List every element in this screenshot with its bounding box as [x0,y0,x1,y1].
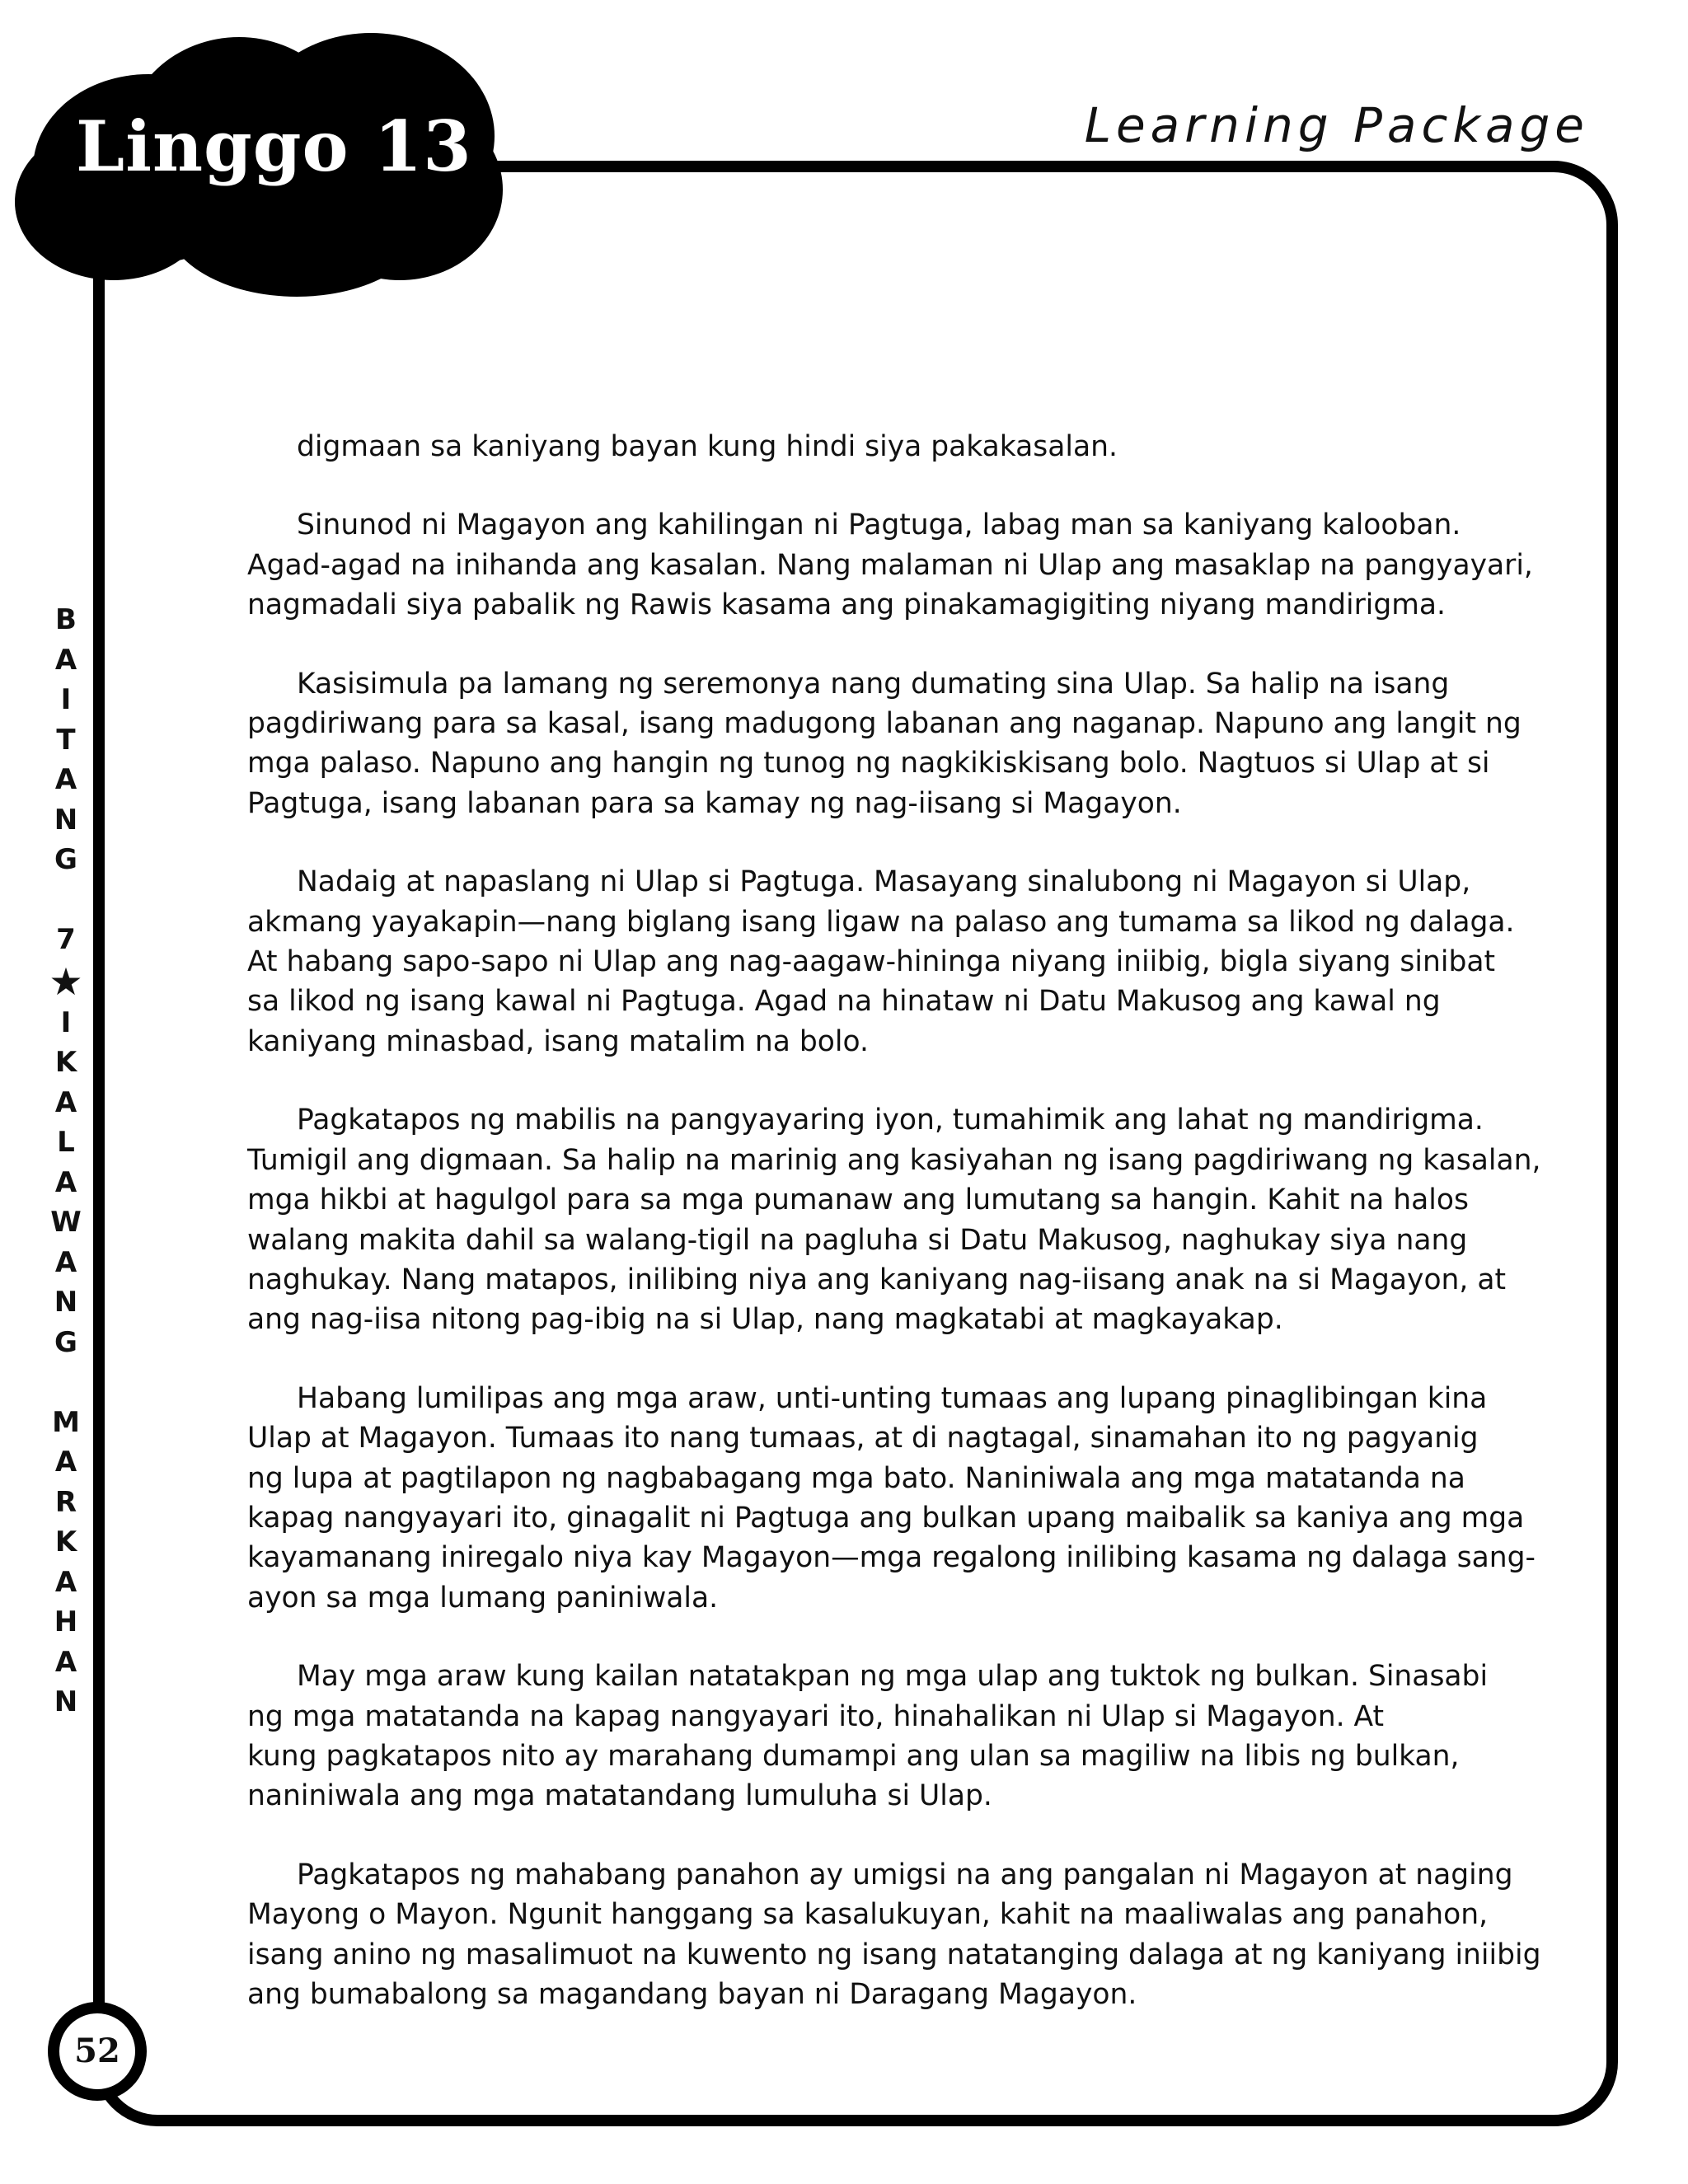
side-grade-letter: T [56,723,76,757]
text-line: Nadaig at napaslang ni Ulap si Pagtuga. Masayang sinalubong ni Magayon si Ulap, [297,865,1471,899]
paragraph [247,1657,1489,1816]
paragraph [247,1100,1541,1339]
side-quarter-letter: K [54,1046,77,1079]
text-line: isang anino ng masalimuot na kuwento ng isang natatanging dalaga at ng kaniyang iniibig [247,1938,1541,1971]
side-quarter-letter: A [54,1645,77,1679]
text-line: naghukay. Nang matapos, inilibing niya ang kaniyang nag-iisang anak na si Magayon, at [247,1263,1507,1296]
text-line: kapag nangyayari ito, ginagalit ni Pagtuga ang bulkan upang maibalik sa kaniya ang mga [247,1501,1525,1535]
side-grade-letter: G [54,843,77,876]
paragraph [247,1855,1541,2015]
paragraph [247,862,1515,1062]
side-quarter-letter: G [54,1325,77,1359]
text-line: pagdiriwang para sa kasal, isang madugong labanan ang naganap. Napuno ang langit ng [247,707,1522,741]
side-grade-letter: I [60,683,72,716]
side-grade-letter: A [54,643,77,677]
story-text [247,427,1541,2053]
text-line: walang makita dahil sa walang-tigil na pagluha si Datu Makusog, naghukay siya nang [247,1223,1468,1257]
text-line: ng mga matatanda na kapag nangyayari ito, hinahalikan ni Ulap si Magayon. At [247,1699,1385,1733]
week-cloud-badge [0,0,544,313]
text-line: sa likod ng isang kawal ni Pagtuga. Agad na hinataw ni Datu Makusog ang kawal ng [247,985,1441,1019]
text-line: nagmadali siya pabalik ng Rawis kasama ang pinakamagigiting niyang mandirigma. [247,588,1446,622]
text-line: digmaan sa kaniyang bayan kung hindi siya pakakasalan. [297,430,1118,463]
side-quarter-letter: A [54,1165,77,1199]
paragraph [247,664,1522,824]
text-line: kung pagkatapos nito ay marahang dumampi ang ulan sa magiliw na libis ng bulkan, [247,1739,1460,1773]
text-line: Agad-agad na inihanda ang kasalan. Nang malaman ni Ulap ang masaklap na pangyayari, [247,548,1533,582]
text-line: kaniyang minasbad, isang matalim na bolo. [247,1024,869,1058]
text-line: mga hikbi at hagulgol para sa mga pumanaw ang lumutang sa hangin. Kahit na halos [247,1183,1469,1217]
text-line: Kasisimula pa lamang ng seremonya nang dumating sina Ulap. Sa halip na isang [297,667,1450,701]
paragraph [247,1379,1536,1618]
side-quarter-letter: I [60,1005,72,1039]
side-quarter-letter: H [54,1605,78,1638]
side-quarter-letter: M [52,1405,80,1439]
text-line: Ulap at Magayon. Tumaas ito nang tumaas, at di nagtagal, sinamahan ito ng pagyanig [247,1422,1479,1455]
text-line: Mayong o Mayon. Ngunit hanggang sa kasalukuyan, kahit na maaliwalas ang panahon, [247,1898,1489,1932]
page-number: 52 [48,2002,147,2101]
text-line: Pagtuga, isang labanan para sa kamay ng nag-iisang si Magayon. [247,786,1182,820]
text-line: Pagkatapos ng mahabang panahon ay umigsi na ang pangalan ni Magayon at naging [297,1858,1513,1891]
side-quarter-letter: R [54,1485,77,1519]
text-line: naniniwala ang mga matatandang lumuluha si Ulap. [247,1779,992,1813]
side-spacer [46,1362,86,1403]
text-line: May mga araw kung kailan natatakpan ng mga ulap ang tuktok ng bulkan. Sinasabi [297,1660,1489,1694]
text-line: ayon sa mga lumang paniniwala. [247,1581,719,1615]
paragraph [247,427,1451,466]
star-icon: ★ [49,958,83,1004]
side-spacer [46,880,86,921]
side-quarter-letter: N [54,1685,78,1718]
text-line: Pagkatapos ng mabilis na pangyayaring iyon, tumahimik ang lahat ng mandirigma. [297,1104,1484,1137]
package-label: Learning Package [1084,97,1589,153]
text-line: ang nag-iisa nitong pag-ibig na si Ulap, nang magkatabi at magkayakap. [247,1303,1283,1337]
text-line: Tumigil ang digmaan. Sa halip na marinig ang kasiyahan ng isang pagdiriwang ng kasalan, [247,1143,1541,1177]
side-grade-number: 7 [56,923,76,956]
side-quarter-letter: A [54,1085,77,1119]
side-quarter-letter: L [57,1126,75,1159]
side-label [46,600,86,1722]
text-line: mga palaso. Napuno ang hangin ng tunog ng nagkikiskisang bolo. Nagtuos si Ulap at si [247,747,1490,780]
text-line: Sinunod ni Magayon ang kahilingan ni Pagtuga, labag man sa kaniyang kalooban. [297,509,1461,542]
side-quarter-letter: K [54,1526,77,1558]
side-grade-letter: N [54,803,78,837]
side-quarter-letter: A [54,1565,77,1599]
text-line: At habang sapo-sapo ni Ulap ang nag-aagaw-hininga niyang iniibig, bigla siyang sinibat [247,945,1496,979]
week-title: Linggo 13 [76,105,472,187]
side-quarter-letter: N [54,1286,78,1319]
text-line: akmang yayakapin—nang biglang isang ligaw na palaso ang tumama sa likod ng dalaga. [247,905,1515,939]
side-quarter-letter: A [54,1446,77,1479]
side-quarter-letter: W [50,1206,82,1239]
text-line: ang bumabalong sa magandang bayan ni Daragang Magayon. [247,1978,1137,2011]
text-line: ng lupa at pagtilapon ng nagbabagang mga bato. Naniniwala ang mga matatanda na [247,1461,1465,1495]
side-grade-letter: B [55,603,77,636]
paragraph [247,505,1533,625]
side-grade-letter: A [54,763,77,796]
side-quarter-letter: A [54,1245,77,1279]
text-line: kayamanang iniregalo niya kay Magayon—mga regalong inilibing kasama ng dalaga sang- [247,1541,1536,1575]
text-line: Habang lumilipas ang mga araw, unti-unting tumaas ang lupang pinaglibingan kina [297,1381,1488,1415]
